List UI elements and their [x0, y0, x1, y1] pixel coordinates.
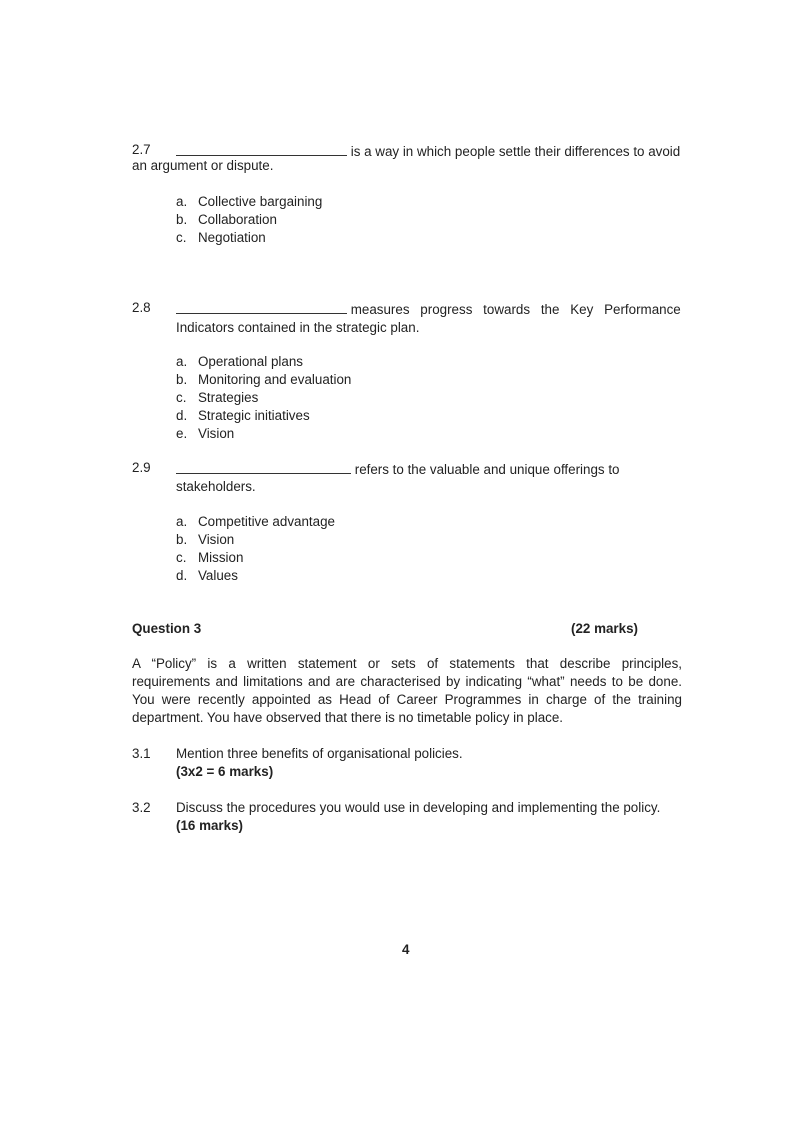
- option-text: Collaboration: [198, 212, 277, 227]
- subquestion-text: Discuss the procedures you would use in developing and implementing the policy.: [176, 800, 661, 815]
- option-list: [176, 193, 322, 247]
- option-item: [176, 567, 335, 585]
- option-letter: d.: [176, 408, 188, 423]
- intro-line: requirements and limitations and are characterised by indicating “what” needs to be done.: [132, 674, 682, 689]
- subquestion-number: 3.1: [132, 746, 151, 761]
- intro-line: A “Policy” is a written statement or sets of statements that describe principles,: [132, 656, 682, 671]
- option-text: Strategies: [198, 390, 259, 405]
- option-letter: d.: [176, 568, 188, 583]
- answer-blank: [176, 461, 351, 474]
- option-letter: b.: [176, 212, 188, 227]
- subquestion-marks: (16 marks): [176, 818, 243, 833]
- option-item: [176, 193, 322, 211]
- answer-blank: [176, 301, 347, 314]
- option-letter: e.: [176, 426, 188, 441]
- question-number: 2.9: [132, 460, 151, 475]
- option-text: Vision: [198, 532, 235, 547]
- option-list: [176, 513, 335, 585]
- option-letter: c.: [176, 230, 187, 245]
- option-text: Strategic initiatives: [198, 408, 310, 423]
- question-heading: Question 3: [132, 621, 202, 636]
- option-item: [176, 425, 351, 443]
- option-item: [176, 407, 351, 425]
- intro-line: department. You have observed that there is no timetable policy in place.: [132, 710, 564, 725]
- question-stem-line: [176, 461, 684, 479]
- option-text: Negotiation: [198, 230, 266, 245]
- question-number: 2.8: [132, 300, 151, 315]
- option-item: [176, 371, 351, 389]
- option-text: Operational plans: [198, 354, 303, 369]
- option-item: [176, 211, 322, 229]
- option-letter: b.: [176, 372, 188, 387]
- subquestion-number: 3.2: [132, 800, 151, 815]
- subquestion-marks: (3x2 = 6 marks): [176, 764, 274, 779]
- intro-line: You were recently appointed as Head of Career Programmes in charge of the training: [132, 692, 682, 707]
- answer-blank: [176, 143, 347, 156]
- option-letter: a.: [176, 514, 188, 529]
- option-item: [176, 531, 335, 549]
- option-letter: b.: [176, 532, 188, 547]
- option-text: Collective bargaining: [198, 194, 323, 209]
- question-intro: [132, 655, 682, 727]
- option-letter: a.: [176, 194, 188, 209]
- question-number: 2.7: [132, 142, 151, 157]
- option-text: Mission: [198, 550, 244, 565]
- option-item: [176, 389, 351, 407]
- option-list: [176, 353, 351, 443]
- option-text: Values: [198, 568, 238, 583]
- stem-text: is a way in which people settle their differences to avoid: [350, 144, 681, 159]
- subquestion-text: Mention three benefits of organisational policies.: [176, 746, 463, 761]
- question-stem-continuation: an argument or dispute.: [132, 158, 274, 173]
- option-letter: c.: [176, 390, 187, 405]
- question-stem-continuation: Indicators contained in the strategic plan.: [176, 320, 420, 335]
- option-text: Monitoring and evaluation: [198, 372, 352, 387]
- option-letter: a.: [176, 354, 188, 369]
- option-letter: c.: [176, 550, 187, 565]
- option-item: [176, 549, 335, 567]
- page-number: 4: [402, 942, 410, 957]
- question-stem-line: [176, 301, 684, 319]
- option-text: Vision: [198, 426, 235, 441]
- option-text: Competitive advantage: [198, 514, 335, 529]
- stem-text: measures progress towards the Key Performance: [350, 302, 681, 317]
- option-item: [176, 513, 335, 531]
- option-item: [176, 229, 322, 247]
- stem-text: refers to the valuable and unique offerings to: [354, 462, 620, 477]
- question-marks: (22 marks): [571, 621, 638, 636]
- option-item: [176, 353, 351, 371]
- question-stem-continuation: stakeholders.: [176, 479, 256, 494]
